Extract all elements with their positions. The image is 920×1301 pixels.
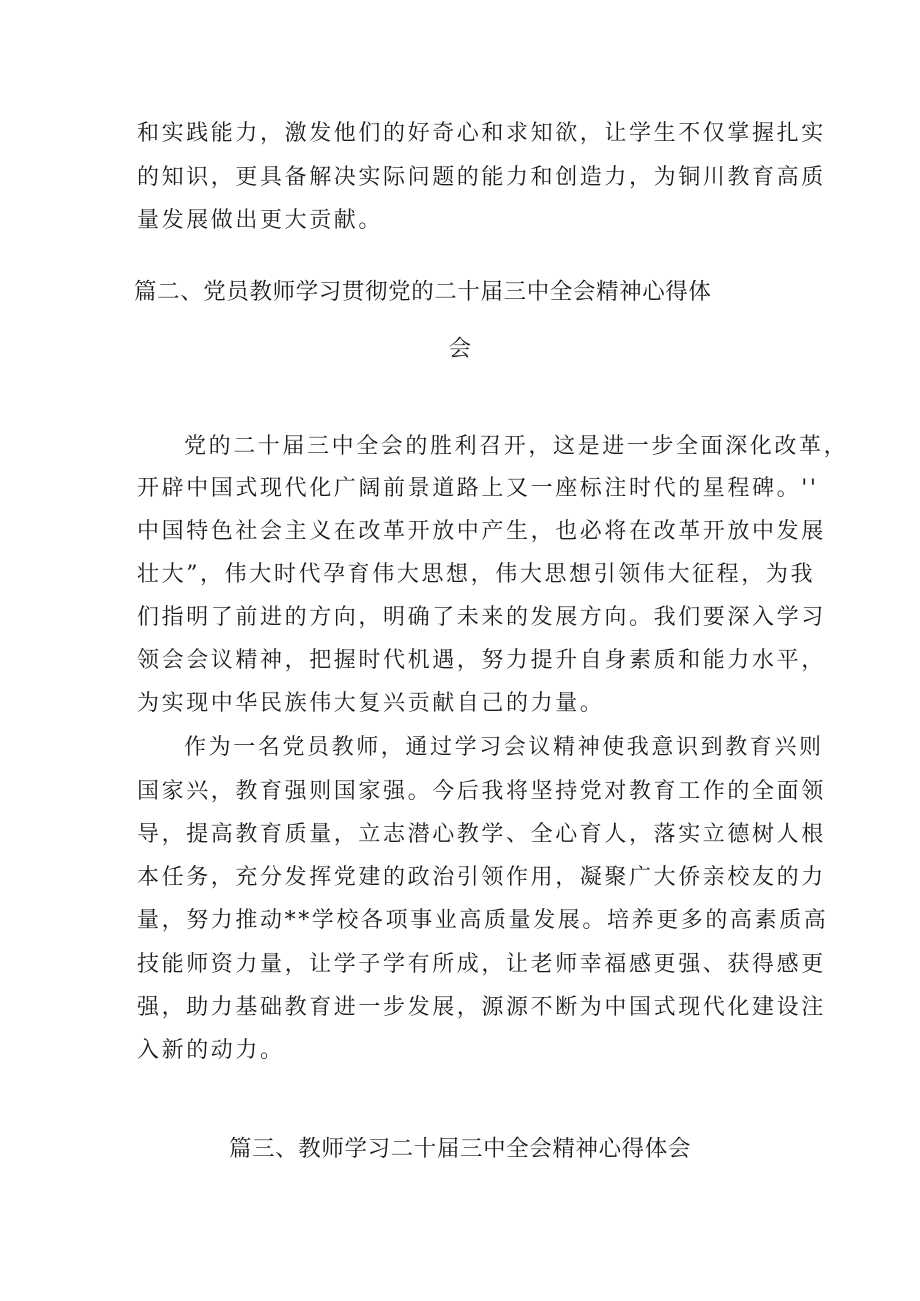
intro-line-1: 和实践能力，激发他们的好奇心和求知欲，让学生不仅掌握扎实 xyxy=(137,121,826,146)
s2-p1-line-2: 开辟中国式现代化广阔前景道路上又一座标注时代的星程碑。'' xyxy=(137,476,819,501)
s2-p1-line-7: 为实现中华民族伟大复兴贡献自己的力量。 xyxy=(137,691,605,716)
s2-p2-line-5: 量，努力推动**学校各项事业高质量发展。培养更多的高素质高 xyxy=(137,908,829,933)
s2-p2-line-8: 入新的动力。 xyxy=(137,1038,285,1063)
s2-p1-line-3: 中国特色社会主义在改革开放中产生，也必将在改革开放中发展 xyxy=(137,519,826,544)
s2-p2-line-4: 本任务，充分发挥党建的政治引领作用，凝聚广大侨亲校友的力 xyxy=(137,865,826,890)
s2-p1-line-4: 壮大”，伟大时代孕育伟大思想，伟大思想引领伟大征程，为我 xyxy=(137,562,816,587)
section3-heading: 篇三、教师学习二十届三中全会精神心得体会 xyxy=(228,1136,691,1162)
s2-p2-line-7: 强，助力基础教育进一步发展，源源不断为中国式现代化建设注 xyxy=(137,995,826,1020)
section2-heading-line-1: 篇二、党员教师学习贯彻党的二十届三中全会精神心得体 xyxy=(134,279,712,305)
s2-p1-line-5: 们指明了前进的方向，明确了未来的发展方向。我们要深入学习 xyxy=(137,605,826,630)
s2-p1-line-6: 领会会议精神，把握时代机遇，努力提升自身素质和能力水平， xyxy=(137,648,826,673)
s2-p2-line-1: 作为一名党员教师，通过学习会议精神使我意识到教育兴则 xyxy=(184,735,824,760)
s2-p2-line-3: 导，提高教育质量，立志潜心教学、全心育人，落实立德树人根 xyxy=(137,822,826,847)
section2-heading-line-2: 会 xyxy=(448,336,472,362)
s2-p2-line-6: 技能师资力量，让学子学有所成，让老师幸福感更强、获得感更 xyxy=(137,952,826,977)
s2-p2-line-2: 国家兴，教育强则国家强。今后我将坚持党对教育工作的全面领 xyxy=(137,779,826,804)
s2-p1-line-1: 党的二十届三中全会的胜利召开，这是进一步全面深化改革， xyxy=(184,434,849,459)
intro-line-2: 的知识，更具备解决实际问题的能力和创造力，为铜川教育高质 xyxy=(137,165,826,190)
intro-line-3: 量发展做出更大贡献。 xyxy=(137,208,384,233)
